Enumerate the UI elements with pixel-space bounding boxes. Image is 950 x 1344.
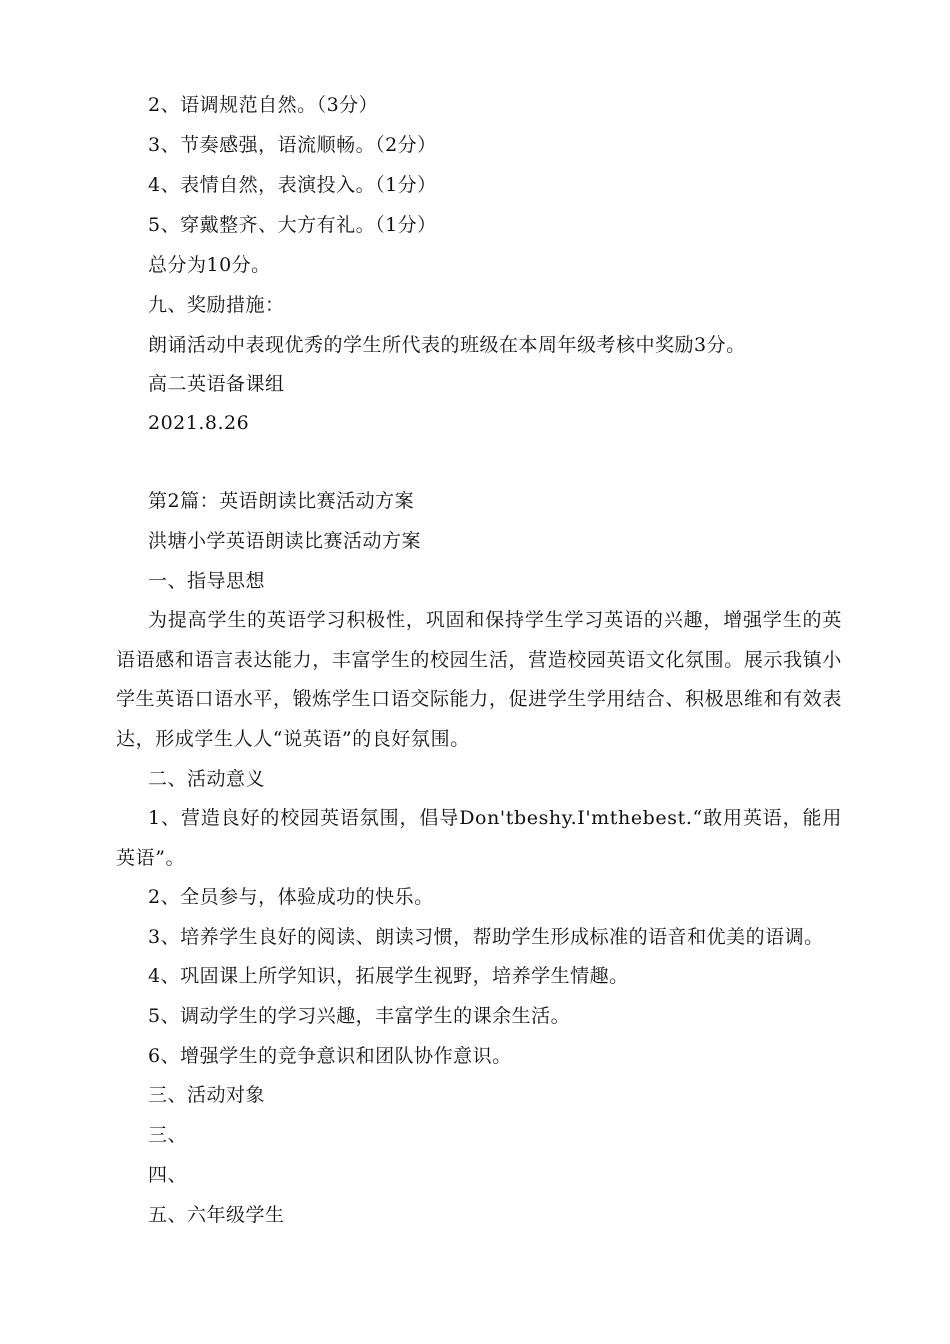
criteria-item-3: 3、节奏感强，语流顺畅。（2分） xyxy=(148,134,437,156)
meaning-item-6: 6、增强学生的竞争意识和团队协作意识。 xyxy=(148,1045,512,1067)
reward-heading: 九、奖励措施： xyxy=(148,294,285,316)
target-line-1: 三、 xyxy=(148,1124,188,1146)
meaning-item-2: 2、全员参与，体验成功的快乐。 xyxy=(148,886,434,908)
meaning-item-3: 3、培养学生良好的阅读、朗读习惯，帮助学生形成标准的语音和优美的语调。 xyxy=(148,926,824,948)
criteria-item-4: 4、表情自然，表演投入。（1分） xyxy=(148,174,437,196)
total-score: 总分为10分。 xyxy=(148,254,271,276)
criteria-item-2: 2、语调规范自然。（3分） xyxy=(148,94,379,116)
heading-guiding-idea: 一、指导思想 xyxy=(148,570,266,592)
meaning-item-4: 4、巩固课上所学知识，拓展学生视野，培养学生情趣。 xyxy=(148,965,629,987)
target-line-3: 五、六年级学生 xyxy=(148,1204,285,1226)
heading-activity-meaning: 二、活动意义 xyxy=(148,768,266,790)
reward-text: 朗诵活动中表现优秀的学生所代表的班级在本周年级考核中奖励3分。 xyxy=(148,334,746,356)
signature: 高二英语备课组 xyxy=(148,373,285,395)
heading-activity-target: 三、活动对象 xyxy=(148,1084,266,1106)
target-line-2: 四、 xyxy=(148,1164,188,1186)
article-subtitle: 洪塘小学英语朗读比赛活动方案 xyxy=(148,530,422,552)
criteria-item-5: 5、穿戴整齐、大方有礼。（1分） xyxy=(148,214,437,236)
article-title: 第2篇：英语朗读比赛活动方案 xyxy=(148,490,415,512)
date: 2021.8.26 xyxy=(148,412,250,434)
guiding-paragraph: 为提高学生的英语学习积极性，巩固和保持学生学习英语的兴趣，增强学生的英语语感和语言表达能力，丰富学生的校园生活，营造校园英语文化氛围。展示我镇小学生英语口语水平，锻炼学生口语交际能力，促进学生学用结合、积极思维和有效表达，形成学生人人“说英语”的良好氛围。 xyxy=(116,609,842,750)
meaning-item-5: 5、调动学生的学习兴趣，丰富学生的课余生活。 xyxy=(148,1005,571,1027)
meaning-item-1: 1、营造良好的校园英语氛围，倡导Don'tbeshy.I'mthebest.“敢用英语，能用英语”。 xyxy=(116,807,842,869)
